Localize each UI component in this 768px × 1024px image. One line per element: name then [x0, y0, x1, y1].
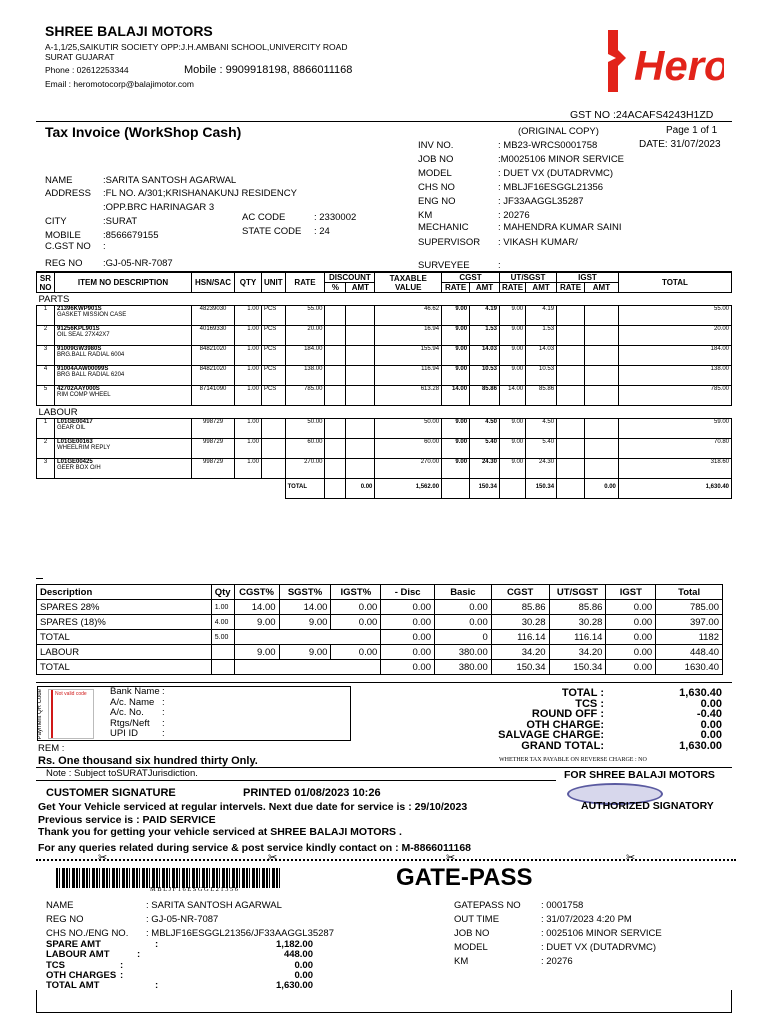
col-cgst-rate: RATE: [442, 283, 470, 293]
hero-logo: [604, 28, 724, 94]
supervisor-value: : VIKASH KUMAR/: [498, 237, 578, 248]
oth-charge-value: 0.00: [700, 718, 722, 731]
total-value: 1,630.40: [679, 687, 722, 699]
gp-job-no-value: : 0025106 MINOR SERVICE: [541, 928, 662, 939]
cgst-no-value: :: [103, 241, 106, 252]
customer-city-label: CITY: [45, 216, 67, 227]
gp-name-value: : SARITA SANTOSH AGARWAL: [146, 900, 282, 911]
gp-tcs-label: TCS: [46, 959, 65, 971]
sum-col-basic: Basic: [434, 585, 491, 600]
col-sgst-rate: RATE: [499, 283, 525, 293]
customer-address-label: ADDRESS: [45, 188, 91, 199]
copy-label: (ORIGINAL COPY): [518, 126, 599, 137]
table-row: 1 21396KWP901S GASKET MISSION CASE 48239030 1.00 PCS 55.00 46.62 9.00 4.19 9.00 4.19 55.00: [37, 306, 732, 326]
table-row: 1 L01GE00417 GEAR OIL 998729 1.00 50.00 50.00 9.00 4.50 9.00 4.50 59.00: [37, 419, 732, 439]
customer-mobile-value: :8566679155: [103, 230, 159, 241]
company-name: SHREE BALAJI MOTORS: [45, 23, 213, 39]
col-disc-amt: AMT: [346, 283, 375, 293]
invoice-title: Tax Invoice (WorkShop Cash): [45, 124, 242, 140]
model-label: MODEL: [418, 168, 452, 179]
service-notes: [38, 801, 471, 854]
sum-col-igst: IGST: [606, 585, 656, 600]
model-value: : DUET VX (DUTADRVMC): [498, 168, 614, 179]
barcode: [56, 868, 282, 888]
ac-code-value: : 2330002: [314, 212, 357, 223]
invoice-date: DATE: 31/07/2023: [639, 139, 721, 150]
sum-col-cgst-pct: CGST%: [234, 585, 279, 600]
hero-logo-icon: [604, 28, 724, 94]
inv-no-label: INV NO.: [418, 140, 454, 151]
table-row: 2 91256KPL901S OIL SEAL 27X42X7 40169330 1.00 PCS 20.00 16.94 9.00 1.53 9.00 1.53 20.00: [37, 326, 732, 346]
gp-gatepass-no-value: : 0001758: [541, 900, 584, 911]
upi-label: UPI ID: [110, 728, 138, 739]
table-row: 4 91004AAW00099S BRG BALL RADIAL 6204 84821020 1.00 PCS 138.00 116.94 9.00 10.53 9.00 10.53 138.00: [37, 366, 732, 386]
gst-number: GST NO :24ACAFS4243H1ZD: [570, 109, 714, 121]
cgst-no-label: C.GST NO: [45, 241, 91, 252]
salvage-charge-label: SALVAGE CHARGE:: [498, 729, 604, 741]
sum-col-igst-pct: IGST%: [331, 585, 381, 600]
tax-summary-table: [36, 584, 723, 675]
total-label: TOTAL :: [561, 687, 604, 699]
eng-no-value: : JF33AAGGL35287: [498, 196, 584, 207]
gatepass-right-values: [541, 899, 662, 969]
eng-no-label: ENG NO: [418, 196, 456, 207]
col-hsn: HSN/SAC: [192, 273, 235, 293]
summary-row: SPARES (18)% 4.00 9.00 9.00 0.00 0.00 0.00 30.28 30.28 0.00 397.00: [37, 615, 723, 630]
table-row: 2 L01GE00163 WHEELRIM REPLY 998729 1.00 60.00 60.00 9.00 5.40 9.00 5.40 70.80: [37, 439, 732, 459]
col-unit: UNIT: [261, 273, 285, 293]
ac-code-label: AC CODE: [242, 212, 286, 223]
mechanic-label: MECHANIC: [418, 222, 469, 233]
section-labour: LABOUR: [37, 406, 732, 419]
gp-spare-value: 1,182.00: [276, 939, 313, 950]
qr-not-valid-text: Not valid code: [55, 691, 87, 697]
company-address-line2: SURAT GUJARAT: [45, 52, 115, 62]
surveyee-value: :: [498, 260, 501, 271]
ac-name-label: A/c. Name: [110, 696, 155, 708]
gatepass-left-labels: [46, 899, 128, 941]
sum-col-sgst-pct: SGST%: [279, 585, 331, 600]
grand-total-label: GRAND TOTAL:: [521, 739, 604, 752]
col-cgst-amt: AMT: [470, 283, 500, 293]
gp-km-label: KM: [454, 956, 469, 967]
gp-total-label: TOTAL AMT: [46, 980, 100, 992]
gp-reg-label: REG NO: [46, 914, 84, 925]
gatepass-amount-labels: [46, 940, 116, 991]
rtgs-label: Rtgs/Neft: [110, 717, 150, 729]
thank-you-note: Thank you for getting your vehicle serviced at SHREE BALAJI MOTORS .: [38, 826, 402, 838]
gatepass-left-values: [146, 899, 334, 941]
items-table: [36, 272, 732, 499]
col-utsgst: UT/SGST: [499, 273, 556, 283]
reg-no-label: REG NO: [45, 258, 83, 269]
round-off-label: ROUND OFF :: [531, 708, 604, 720]
customer-city-value: :SURAT: [103, 216, 138, 227]
table-row: 3 L01GE00425 GEER BOX O/H 998729 1.00 270.00 270.00 9.00 24.30 9.00 24.30 318.60: [37, 459, 732, 479]
qr-label: Payment QR Code: [37, 689, 43, 740]
chs-no-value: : MBLJF16ESGGL21356: [498, 182, 604, 193]
contact-note: For any queries related during service & post service kindly contact on : M-8866011168: [38, 841, 472, 854]
sum-col-qty: Qty: [211, 585, 234, 600]
ac-no-label: A/c. No.: [110, 707, 144, 718]
scissors-icon: ✂: [626, 852, 636, 864]
totals-values: [626, 688, 722, 751]
table-row: 5 42702AAY000S RIM COMP WHEEL 87141090 1.00 PCS 785.00 613.28 14.00 85.86 14.00 85.86 785.00: [37, 386, 732, 406]
customer-mobile-label: MOBILE: [45, 230, 81, 241]
km-label: KM: [418, 210, 433, 221]
scissors-icon: ✂: [98, 852, 108, 864]
job-no-value: :M0025106 MINOR SERVICE: [498, 154, 625, 165]
gp-total-value: 1,630.00: [276, 980, 313, 992]
gatepass-right-labels: [454, 899, 521, 969]
col-rate: RATE: [285, 273, 325, 293]
sum-col-cgst: CGST: [491, 585, 549, 600]
gp-chs-label: CHS NO./ENG NO.: [46, 928, 129, 939]
company-address-line1: A-1,1/25,SAIKUTIR SOCIETY OPP:J.H.AMBANI SCHOOL,UNIVERCITY ROAD: [45, 42, 348, 52]
logo-text: Hero: [634, 42, 724, 89]
amount-in-words: Rs. One thousand six hundred thirty Only.: [38, 755, 258, 767]
barcode-text: MBLJF16ESGGL21356: [150, 886, 240, 893]
col-igst-amt: AMT: [585, 283, 619, 293]
summary-row: TOTAL 5.00 0.00 0 116.14 116.14 0.00 1182: [37, 630, 723, 645]
salvage-charge-value: 0.00: [700, 729, 722, 741]
chs-no-label: CHS NO: [418, 182, 455, 193]
reverse-charge: WHETHER TAX PAYABLE ON REVERSE CHARGE : NO: [499, 757, 647, 763]
gp-oth-label: OTH CHARGES: [46, 969, 117, 981]
sum-col-utsgst: UT/SGST: [549, 585, 606, 600]
sum-col-disc: - Disc: [381, 585, 435, 600]
col-igst-rate: RATE: [557, 283, 585, 293]
qr-code: [48, 689, 94, 739]
table-row: 3 91009GW3980S BRG.BALL RADIAL 6004 84821020 1.00 PCS 184.00 155.94 9.00 14.03 9.00 14.03 184.00: [37, 346, 732, 366]
next-service-note: Get Your Vehicle serviced at regular intervels. Next due date for service is : 29/10/2023: [38, 801, 468, 813]
sum-col-total: Total: [656, 585, 723, 600]
oth-charge-label: OTH CHARGE:: [526, 718, 604, 731]
col-igst: IGST: [557, 273, 619, 283]
gp-out-time-value: : 31/07/2023 4:20 PM: [541, 914, 632, 925]
supervisor-label: SUPERVISOR: [418, 237, 481, 248]
gp-model-label: MODEL: [454, 942, 488, 953]
customer-signature: CUSTOMER SIGNATURE: [46, 787, 176, 799]
gp-km-value: : 20276: [541, 956, 573, 967]
tcs-label: TCS :: [575, 697, 604, 710]
customer-address-line1: :FL NO. A/301;KRISHANAKUNJ RESIDENCY: [103, 188, 297, 199]
gp-gatepass-no-label: GATEPASS NO: [454, 900, 521, 911]
summary-row: LABOUR 9.00 9.00 0.00 0.00 380.00 34.20 34.20 0.00 448.40: [37, 645, 723, 660]
gp-chs-value: : MBLJF16ESGGL21356/JF33AAGGL35287: [146, 928, 334, 939]
printed-date: PRINTED 01/08/2023 10:26: [243, 787, 381, 799]
customer-name-label: NAME: [45, 175, 73, 186]
tcs-value: 0.00: [700, 697, 722, 710]
col-disc-pct: %: [325, 283, 346, 293]
gp-labour-label: LABOUR AMT: [46, 949, 110, 961]
job-no-label: JOB NO: [418, 154, 454, 165]
sum-col-description: Description: [37, 585, 212, 600]
bank-name-label: Bank Name: [110, 686, 160, 697]
summary-row: SPARES 28% 1.00 14.00 14.00 0.00 0.00 0.00 85.86 85.86 0.00 785.00: [37, 600, 723, 615]
for-company: FOR SHREE BALAJI MOTORS: [564, 769, 715, 781]
col-qty: QTY: [235, 273, 262, 293]
bank-details-box: Payment QR Code Not valid code Bank Name A/c. Name A/c. No. Rtgs/Neft UPI ID : : : : :: [37, 686, 351, 741]
gp-oth-value: 0.00: [294, 969, 313, 981]
col-discount: DISCOUNT: [325, 273, 375, 283]
items-total-row: TOTAL 0.00 1,562.00 150.34 150.34 0.00 1,630.40: [37, 479, 732, 499]
jurisdiction-note: Note : Subject toSURATJurisdiction.: [46, 768, 198, 779]
company-mobile: Mobile : 9909918198, 8866011168: [184, 64, 353, 76]
gp-labour-value: 448.00: [283, 949, 313, 961]
totals-labels: [480, 688, 604, 751]
gp-out-time-label: OUT TIME: [454, 914, 500, 925]
col-cgst: CGST: [442, 273, 500, 283]
previous-service-note: Previous service is : PAID SERVICE: [38, 813, 216, 826]
remarks: REM :: [38, 743, 65, 754]
company-phone: Phone : 02612253344: [45, 65, 129, 75]
scissors-icon: ✂: [446, 852, 456, 864]
mechanic-value: : MAHENDRA KUMAR SAINI: [498, 222, 622, 233]
gatepass-amount-values: [240, 940, 313, 991]
gp-model-value: : DUET VX (DUTADRVMC): [541, 942, 657, 953]
section-parts: PARTS: [37, 293, 732, 306]
reg-no-value: :GJ-05-NR-7087: [103, 258, 173, 269]
gatepass-title: GATE-PASS: [396, 864, 533, 891]
gp-reg-value: : GJ-05-NR-7087: [146, 914, 219, 925]
surveyee-label: SURVEYEE: [418, 260, 470, 271]
km-value: : 20276: [498, 210, 530, 221]
customer-address-line2: :OPP.BRC HARINAGAR 3: [103, 202, 215, 213]
summary-row: TOTAL 0.00 380.00 150.34 150.34 0.00 1630.40: [37, 660, 723, 675]
customer-name-value: :SARITA SANTOSH AGARWAL: [103, 175, 237, 186]
gp-name-label: NAME: [46, 900, 74, 911]
round-off-value: -0.40: [696, 708, 722, 720]
inv-no-value: : MB23-WRCS0001758: [498, 140, 598, 151]
gp-job-no-label: JOB NO: [454, 928, 490, 939]
col-sgst-amt: AMT: [526, 283, 557, 293]
company-email: Email : heromotocorp@balajimotor.com: [45, 79, 194, 89]
col-total: TOTAL: [618, 273, 731, 293]
col-item: ITEM NO DESCRIPTION: [54, 273, 191, 293]
scissors-icon: ✂: [268, 852, 278, 864]
grand-total-value: 1,630.00: [679, 739, 722, 752]
gp-tcs-value: 0.00: [294, 959, 313, 971]
authorized-signatory: AUTHORIZED SIGNATORY: [581, 800, 714, 812]
gp-spare-label: SPARE AMT: [46, 939, 101, 950]
state-code-label: STATE CODE: [242, 226, 302, 237]
page-number: Page 1 of 1: [666, 125, 718, 136]
col-taxable: TAXABLE VALUE: [375, 273, 442, 293]
col-sr: SR NO: [37, 273, 55, 293]
state-code-value: : 24: [314, 226, 330, 237]
